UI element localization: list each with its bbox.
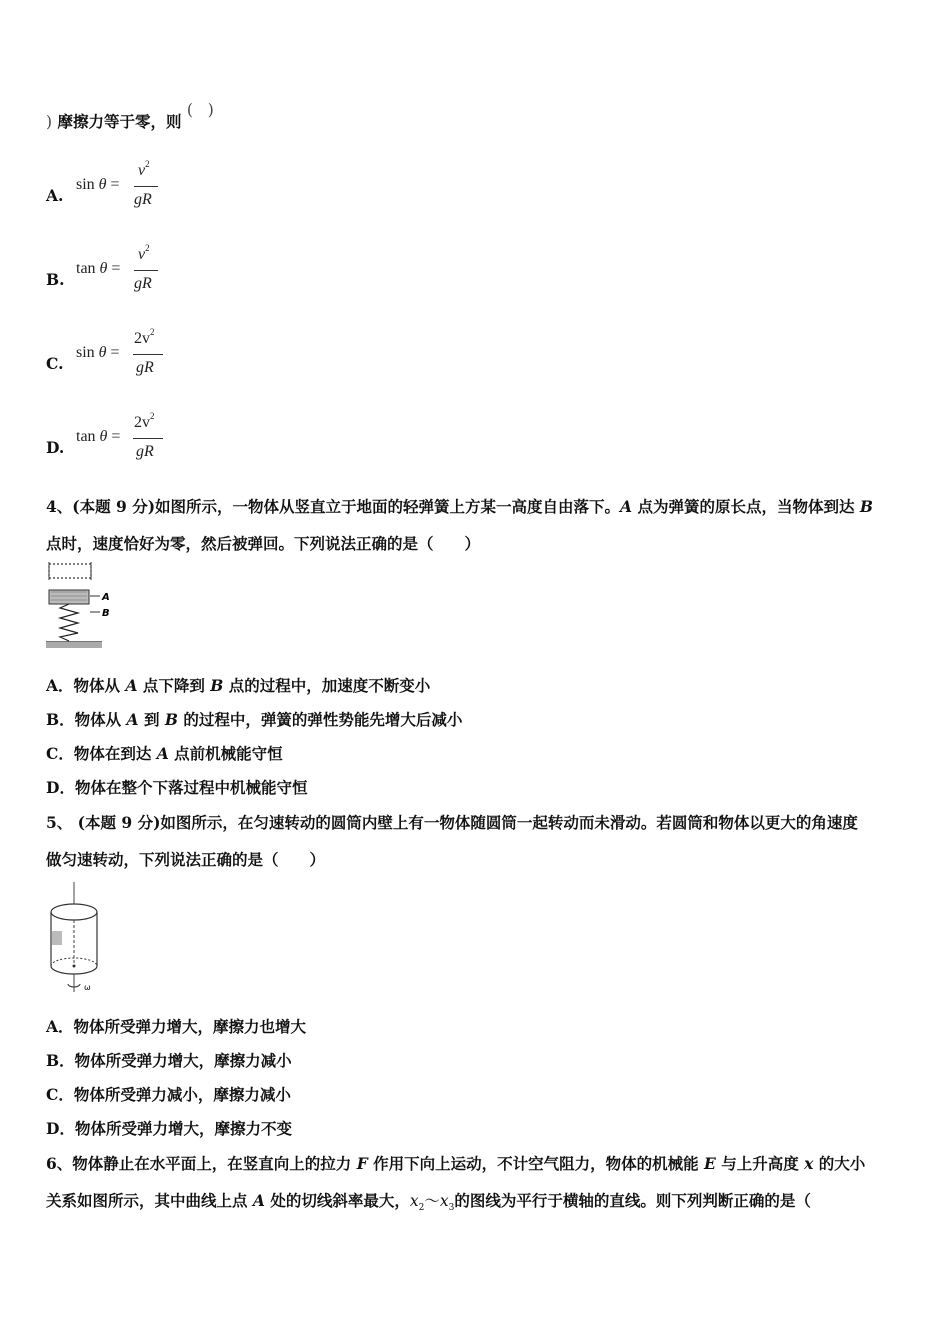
q4-option-d[interactable]: D．物体在整个下落过程中机械能守恒 (46, 778, 308, 797)
q5-option-b[interactable]: B．物体所受弹力增大，摩擦力减小 (46, 1051, 292, 1070)
q5-option-d[interactable]: D．物体所受弹力增大，摩擦力不变 (46, 1119, 292, 1138)
q4-stem-line-2: 点时，速度恰好为零，然后被弹回。下列说法正确的是（ ） (46, 534, 481, 553)
label-a: A (102, 592, 110, 603)
q6-stem-line-2: 关系如图所示，其中曲线上点 A 处的切线斜率最大，$x_2\sim x_3$的图线为平行于横轴的直线。则下列判断正确的是（ (46, 1191, 811, 1214)
q5-stem-line-1: 5、 (本题 9 分)如图所示，在匀速转动的圆筒内壁上有一物体随圆筒一起转动而未滑动。若圆筒和物体以更大的角速度 (46, 813, 858, 832)
q3-open-paren: ) (46, 113, 53, 131)
q4-option-b[interactable]: B．物体从 A 到 B 的过程中，弹簧的弹性势能先增大后减小 (46, 710, 463, 729)
label-b: B (102, 608, 110, 619)
option-label: B. (46, 270, 65, 289)
cylinder-figure (44, 880, 112, 998)
q3-stem-text: 摩擦力等于零，则 (57, 112, 182, 131)
q3-stem-tail (46, 101, 214, 132)
q3-answer-paren: ( ) (186, 101, 214, 119)
q5-stem-line-2: 做匀速转动，下列说法正确的是（ ） (46, 850, 326, 869)
option-label: C. (46, 354, 64, 373)
spring-figure (44, 562, 116, 652)
q5-option-c[interactable]: C．物体所受弹力减小，摩擦力减小 (46, 1085, 291, 1104)
omega-label: ω (84, 983, 91, 992)
q5-option-a[interactable]: A．物体所受弹力增大，摩擦力也增大 (46, 1017, 307, 1036)
option-label: A. (46, 186, 64, 205)
q6-stem-line-1: 6、物体静止在水平面上，在竖直向上的拉力 F 作用下向上运动，不计空气阻力，物体的机械能 E 与上升高度 x 的大小 (46, 1154, 866, 1173)
q4-option-a[interactable]: A．物体从 A 点下降到 B 点的过程中，加速度不断变小 (46, 676, 431, 695)
q4-stem-line-1: 4、(本题 9 分)如图所示，一物体从竖直立于地面的轻弹簧上方某一高度自由落下。A 点为弹簧的原长点，当物体到达 B (46, 497, 873, 516)
option-label: D. (46, 438, 65, 457)
q4-option-c[interactable]: C．物体在到达 A 点前机械能守恒 (46, 744, 283, 763)
